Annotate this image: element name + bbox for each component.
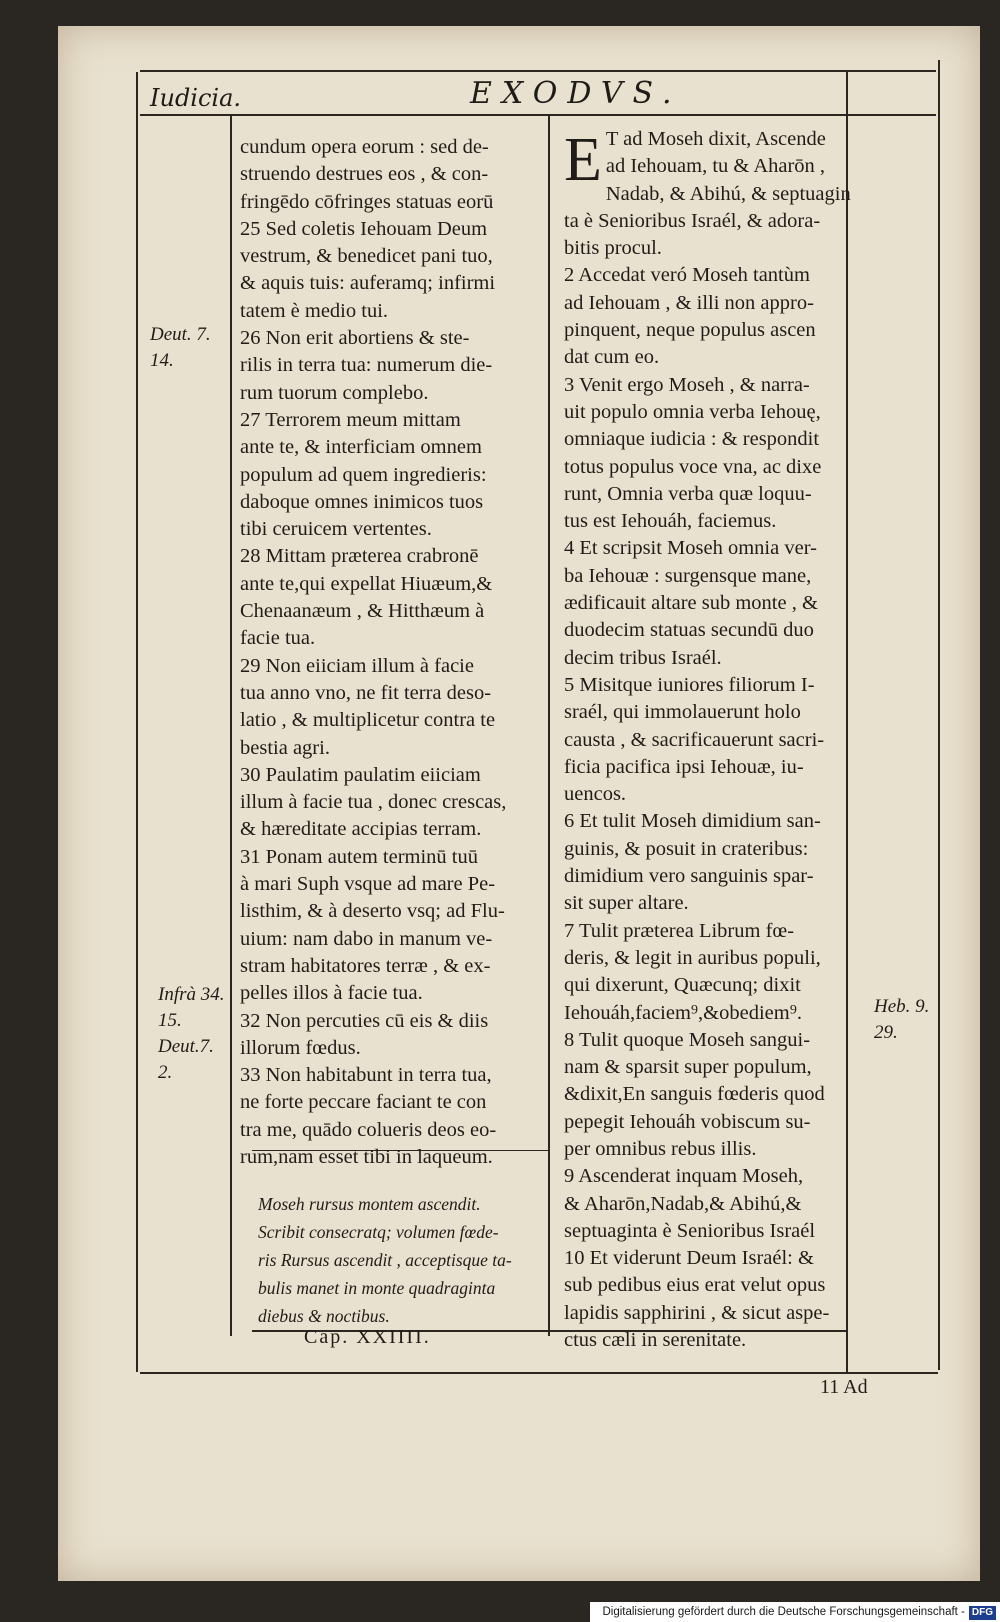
- catchword: 11 Ad: [820, 1376, 868, 1398]
- text-line: Moseh rursus montem ascendit.: [258, 1194, 481, 1214]
- text-line: ctus cæli in serenitate.: [564, 1329, 747, 1352]
- text-line: 5 Misitque iuniores filiorum I-: [564, 673, 815, 696]
- text-line: Iehouáh,faciem⁹,&obediem⁹.: [564, 1001, 802, 1024]
- text-line: 8 Tulit quoque Moseh sangui-: [564, 1028, 811, 1051]
- text-line: 30 Paulatim paulatim eiiciam: [240, 763, 481, 786]
- text-line: sit super altare.: [564, 892, 689, 915]
- text-line: & Aharōn,Nadab,& Abihú,&: [564, 1192, 802, 1215]
- margin-note-line: 2.: [158, 1062, 173, 1083]
- text-line: pelles illos à facie tua.: [240, 982, 423, 1005]
- text-line: deris, & legit in auribus populi,: [564, 946, 821, 969]
- text-line: tua anno vno, ne fit terra deso-: [240, 681, 492, 704]
- text-line: ne forte peccare faciant te con: [240, 1091, 487, 1114]
- text-line: 31 Ponam autem terminū tuū: [240, 845, 478, 868]
- text-line: qui dixerunt, Quæcunq; dixit: [564, 974, 801, 997]
- text-line: 28 Mittam præterea crabronē: [240, 545, 479, 568]
- text-line: rum,nam esset tibi in laqueum.: [240, 1145, 493, 1168]
- text-line: rilis in terra tua: numerum die-: [240, 354, 493, 377]
- text-line: ædificauit altare sub monte , &: [564, 592, 818, 615]
- text-line: duodecim statuas secundū duo: [564, 619, 814, 642]
- text-line: facie tua.: [240, 627, 316, 650]
- text-line: uit populo omnia verba Iehouę,: [564, 400, 821, 423]
- text-line: dat cum eo.: [564, 346, 660, 369]
- text-line: causta , & sacrificauerunt sacri-: [564, 728, 825, 751]
- text-line: & aquis tuis: auferamq; infirmi: [240, 272, 496, 295]
- opening-paragraph: [564, 126, 876, 262]
- text-line: ad Iehouam , & illi non appro-: [564, 291, 814, 314]
- text-line: illum à facie tua , donec crescas,: [240, 791, 507, 814]
- text-line: tus est Iehouáh, faciemus.: [564, 510, 777, 533]
- text-line: populum ad quem ingredieris:: [240, 463, 487, 486]
- text-line: diebus & noctibus.: [258, 1306, 390, 1326]
- header-rule: [140, 114, 936, 116]
- text-line: runt, Omnia verba quæ loquu-: [564, 482, 812, 505]
- text-line: Chenaanæum , & Hitthæum à: [240, 600, 485, 623]
- text-line: à mari Suph vsque ad mare Pe-: [240, 873, 496, 896]
- text-line: vestrum, & benedicet pani tuo,: [240, 245, 493, 268]
- page-title: EXODVS.: [470, 76, 682, 111]
- dfg-logo: DFG: [969, 1606, 996, 1620]
- text-line: struendo destrues eos , & con-: [240, 163, 489, 186]
- text-line: septuaginta è Senioribus Israél: [564, 1219, 816, 1242]
- text-line: omniaque iudicia : & respondit: [564, 428, 820, 451]
- margin-note-line: Infrà 34.: [158, 984, 225, 1005]
- text-line: illorum fœdus.: [240, 1036, 361, 1059]
- text-line: pepegit Iehouáh vobiscum su-: [564, 1110, 811, 1133]
- text-line: bitis procul.: [564, 237, 662, 260]
- drop-cap: E: [564, 126, 602, 194]
- text-line: lapidis sapphirini , & sicut aspe-: [564, 1301, 830, 1324]
- text-line: ba Iehouæ : surgensque mane,: [564, 564, 812, 587]
- text-line: ante te,qui expellat Hiuæum,&: [240, 572, 493, 595]
- text-line: 27 Terrorem meum mittam: [240, 408, 461, 431]
- bottom-rule-long: [140, 1372, 938, 1374]
- left-text-column: [240, 134, 562, 1171]
- text-line: T ad Moseh dixit, Ascende: [605, 128, 826, 150]
- text-line: ante te, & interficiam omnem: [240, 436, 482, 459]
- text-line: decim tribus Israél.: [564, 646, 722, 669]
- text-line: 3 Venit ergo Moseh , & narra-: [564, 373, 810, 396]
- text-line: nam & sparsit super populum,: [564, 1056, 812, 1079]
- text-line: ta è Senioribus Israél, & adora-: [564, 209, 821, 232]
- text-line: 29 Non eiiciam illum à facie: [240, 654, 474, 677]
- left-frame-line: [136, 72, 138, 1372]
- margin-note-line: 15.: [158, 1010, 182, 1031]
- margin-note-line: Heb. 9.: [874, 996, 930, 1017]
- right-frame-line: [938, 60, 940, 1370]
- chapter-summary: [258, 1190, 568, 1330]
- text-line: tra me, quādo colueris deos eo-: [240, 1118, 497, 1141]
- margin-note-deut-7: [150, 322, 211, 374]
- text-line: 25 Sed coletis Iehouam Deum: [240, 217, 488, 240]
- chapter-heading: Cap. XXIIII.: [304, 1326, 431, 1348]
- text-line: 2 Accedat veró Moseh tantùm: [564, 264, 810, 287]
- text-line: sub pedibus eius erat velut opus: [564, 1274, 826, 1297]
- text-line: ris Rursus ascendit , acceptisque ta-: [258, 1250, 512, 1270]
- text-line: daboque omnes inimicos tuos: [240, 490, 484, 513]
- text-line: 4 Et scripsit Moseh omnia ver-: [564, 537, 817, 560]
- left-column-divider: [230, 116, 232, 1336]
- running-head-left: Iudicia.: [150, 84, 242, 112]
- text-line: tibi ceruicem vertentes.: [240, 518, 432, 541]
- top-rule: [140, 70, 936, 72]
- text-line: &dixit,En sanguis fœderis quod: [564, 1083, 825, 1106]
- text-line: stram habitatores terræ , & ex-: [240, 954, 491, 977]
- text-line: fringēdo cōfringes statuas eorū: [240, 190, 494, 213]
- text-line: Scribit consecratq; volumen fœde-: [258, 1222, 499, 1242]
- text-line: 6 Et tulit Moseh dimidium san-: [564, 810, 821, 833]
- margin-note-line: Deut.7.: [158, 1036, 214, 1057]
- right-text-column: [564, 126, 876, 1354]
- text-line: 9 Ascenderat inquam Moseh,: [564, 1165, 804, 1188]
- text-line: per omnibus rebus illis.: [564, 1137, 757, 1160]
- text-line: 10 Et viderunt Deum Israél: &: [564, 1247, 814, 1270]
- margin-note-line: 14.: [150, 350, 174, 371]
- text-line: sraél, qui immolauerunt holo: [564, 701, 801, 724]
- text-line: totus populus voce vna, ac dixe: [564, 455, 822, 478]
- text-line: uium: nam dabo in manum ve-: [240, 927, 493, 950]
- text-line: 33 Non habitabunt in terra tua,: [240, 1064, 492, 1087]
- text-line: Nadab, & Abihú, & septuagin: [605, 182, 851, 205]
- text-line: 26 Non erit abortiens & ste-: [240, 327, 470, 350]
- text-line: pinquent, neque populus ascen: [564, 319, 816, 342]
- text-line: & hæreditate accipias terram.: [240, 818, 482, 841]
- text-line: dimidium vero sanguinis spar-: [564, 865, 814, 888]
- text-line: latio , & multiplicetur contra te: [240, 709, 496, 732]
- text-line: 7 Tulit præterea Librum fœ-: [564, 919, 795, 942]
- text-line: rum tuorum complebo.: [240, 381, 429, 404]
- digitization-credit: [590, 1602, 1000, 1622]
- text-line: guinis, & posuit in crateribus:: [564, 837, 809, 860]
- text-line: 32 Non percuties cū eis & diis: [240, 1009, 489, 1032]
- text-line: ad Iehouam, tu & Aharōn ,: [605, 155, 826, 178]
- text-line: bulis manet in monte quadraginta: [258, 1278, 496, 1298]
- margin-note-line: Deut. 7.: [150, 324, 211, 345]
- text-line: listhim, & à deserto vsq; ad Flu-: [240, 900, 505, 923]
- margin-note-infra-34: [158, 982, 225, 1086]
- text-line: tatem è medio tui.: [240, 299, 389, 322]
- margin-note-line: 29.: [874, 1022, 898, 1043]
- margin-note-heb-9: [874, 994, 929, 1046]
- text-line: bestia agri.: [240, 736, 330, 759]
- text-line: uencos.: [564, 783, 627, 806]
- text-line: cundum opera eorum : sed de-: [240, 136, 489, 158]
- credit-text: Digitalisierung gefördert durch die Deutsche Forschungsgemeinschaft -: [602, 1606, 965, 1618]
- text-line: ficia pacifica ipsi Iehouæ, iu-: [564, 755, 804, 778]
